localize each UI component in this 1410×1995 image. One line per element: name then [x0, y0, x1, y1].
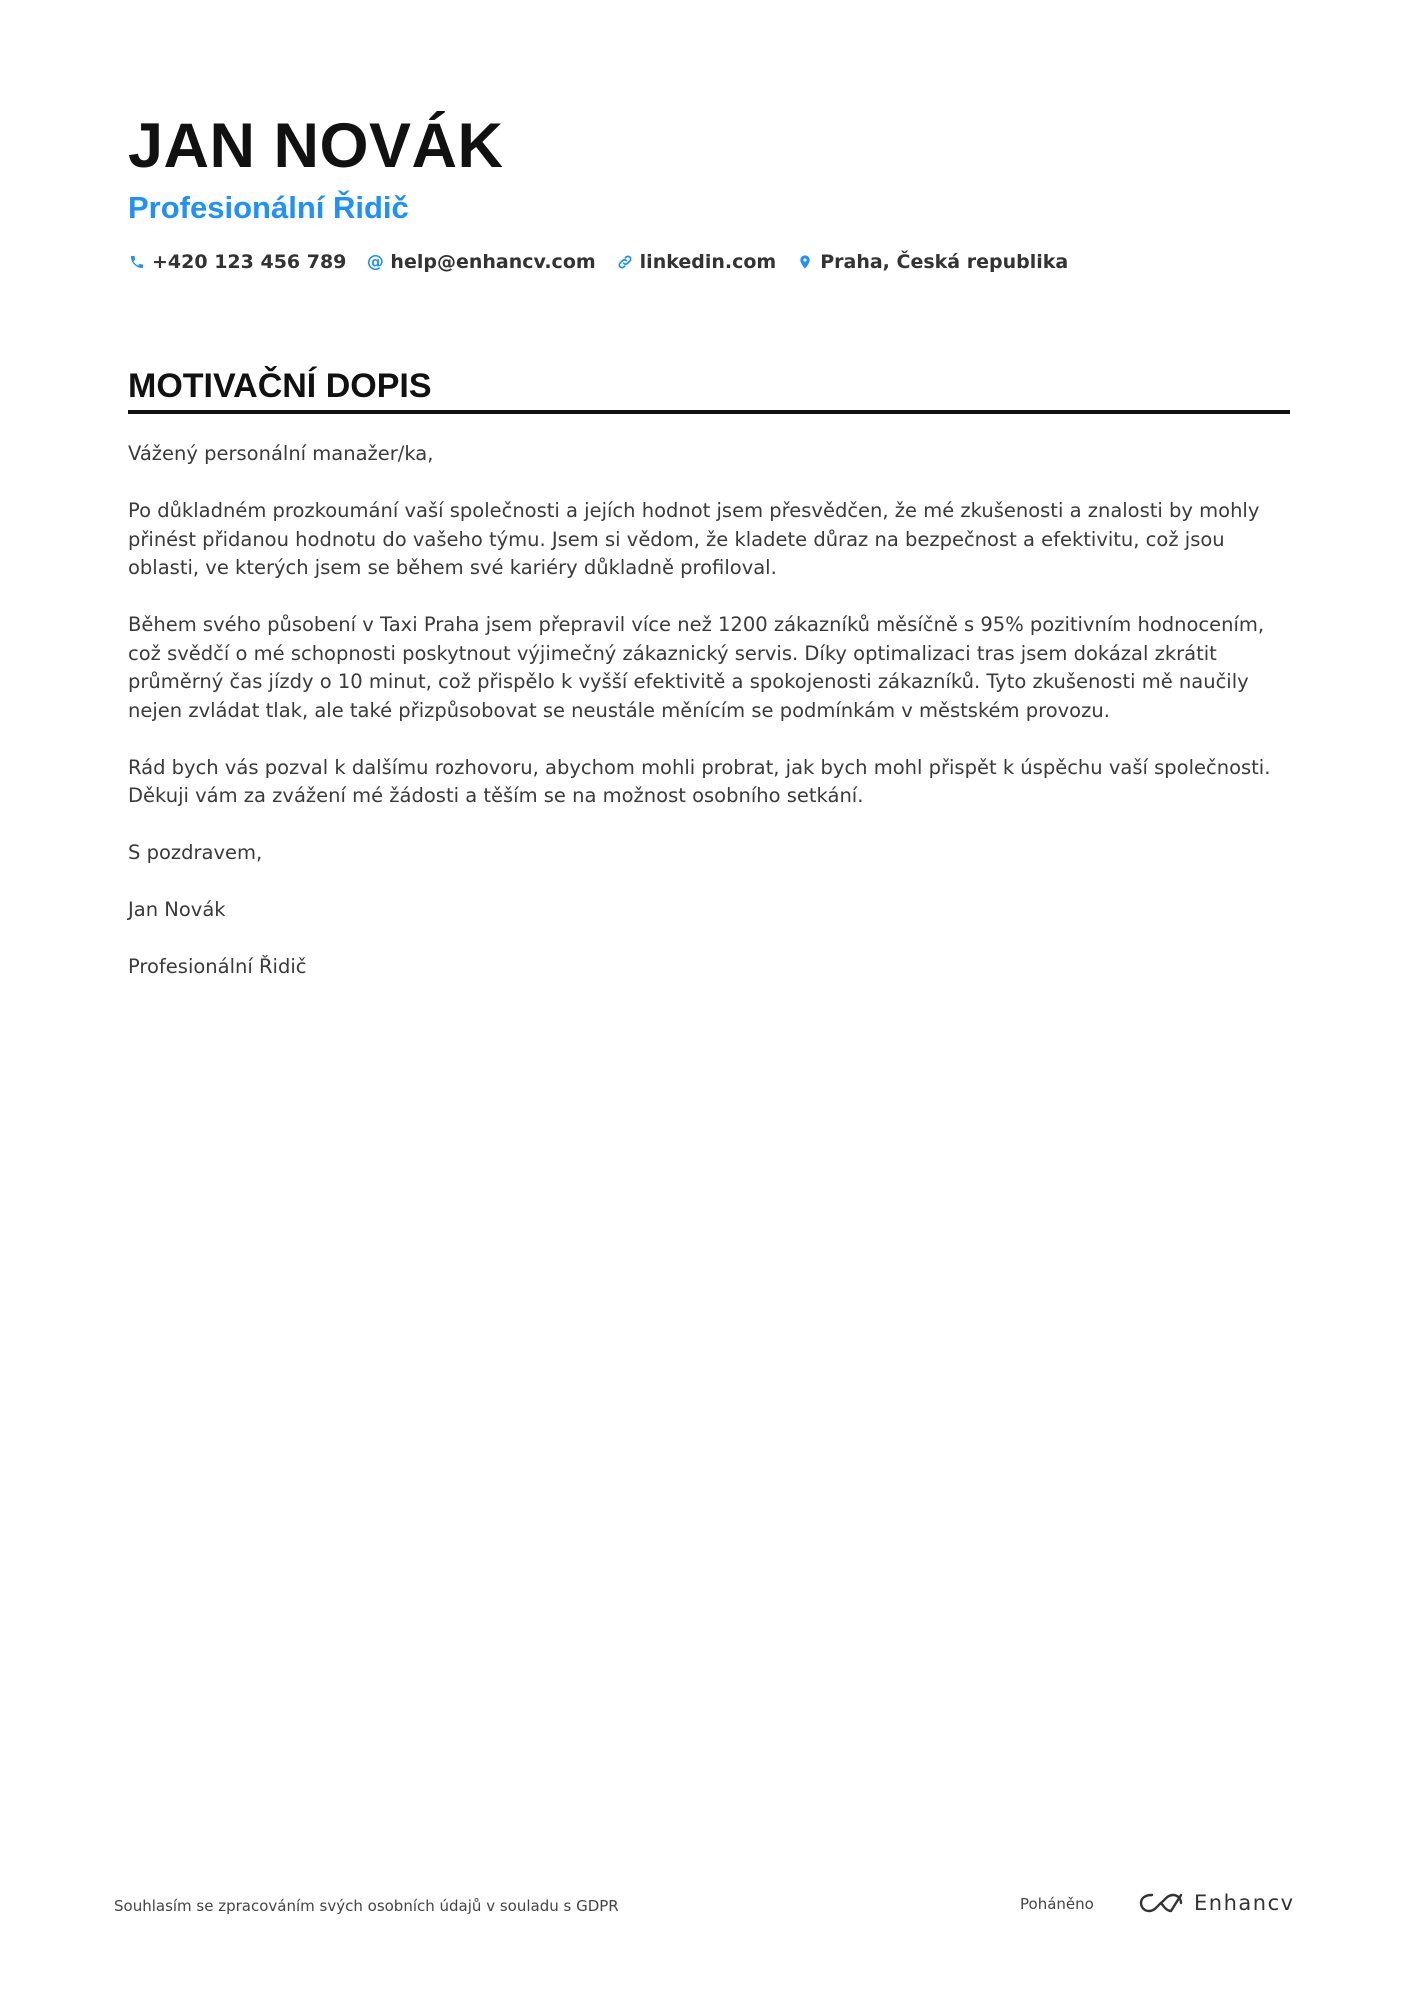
signature-name: Jan Novák — [128, 898, 226, 921]
letter-paragraph: Během svého působení v Taxi Praha jsem přepravil více než 1200 zákazníků měsíčně s 95% pozitivním hodnocením, což svědčí o mé schopnosti poskytnout výjimečný zákaznický servis. Díky optimalizaci tras jsem dokázal zkrátit průměrný čas jízdy o 10 minut, což přispělo k vyšší efektivitě a spokojenosti zákazníků. Tyto zkušenosti mě naučily nejen zvládat tlak, ale také přizpůsobovat se neustále měnícím se podmínkám v městském provozu. — [128, 613, 1265, 722]
signature-title: Profesionální Řidič — [128, 955, 307, 978]
phone-icon — [128, 253, 146, 271]
contact-email[interactable] — [366, 248, 595, 276]
link-icon — [616, 253, 634, 271]
section-divider — [128, 410, 1290, 414]
gdpr-consent-text: Souhlasím se zpracováním svých osobních údajů v souladu s GDPR — [114, 1897, 619, 1915]
letter-paragraph: Rád bych vás pozval k dalšímu rozhovoru, abychom mohli probrat, jak bych mohl přispět k úspěchu vaší společnosti. Děkuji vám za zvážení mé žádosti a těším se na možnost osobního setkání. — [128, 755, 1271, 807]
brand-link[interactable] — [1138, 1890, 1295, 1916]
enhancv-logo-icon — [1138, 1890, 1184, 1916]
at-icon: @ — [366, 252, 384, 272]
letter-paragraph: Po důkladném prozkoumání vaší společnosti a jejích hodnot jsem přesvědčen, že mé zkušenosti a znalosti by mohly přinést přidanou hodnotu do vašeho týmu. Jsem si vědom, že kladete důraz na bezpečnost a efektivitu, což jsou oblasti, ve kterých jsem se během své kariéry důkladně profiloval. — [128, 499, 1260, 579]
location-pin-icon — [796, 253, 814, 271]
email-text: help@enhancv.com — [390, 251, 596, 273]
letter-closing: S pozdravem, — [128, 841, 263, 864]
letter-body — [128, 440, 1290, 982]
location-text: Praha, Česká republika — [820, 251, 1069, 273]
contact-location — [796, 248, 1068, 276]
footer — [114, 1891, 1295, 1922]
section-title: MOTIVAČNÍ DOPIS — [128, 367, 432, 405]
powered-by-label: Poháněno — [1020, 1895, 1094, 1913]
contact-phone[interactable] — [128, 248, 346, 276]
letter-greeting: Vážený personální manažer/ka, — [128, 442, 434, 465]
contact-linkedin[interactable] — [616, 248, 777, 276]
linkedin-text: linkedin.com — [639, 251, 777, 273]
job-title: Profesionální Řidič — [128, 190, 409, 225]
contact-bar — [128, 248, 1290, 276]
brand-name: Enhancv — [1194, 1891, 1295, 1915]
cover-letter-section — [128, 364, 1290, 1010]
phone-text: +420 123 456 789 — [152, 251, 347, 273]
candidate-name: JAN NOVÁK — [128, 111, 504, 181]
header — [128, 108, 1290, 276]
